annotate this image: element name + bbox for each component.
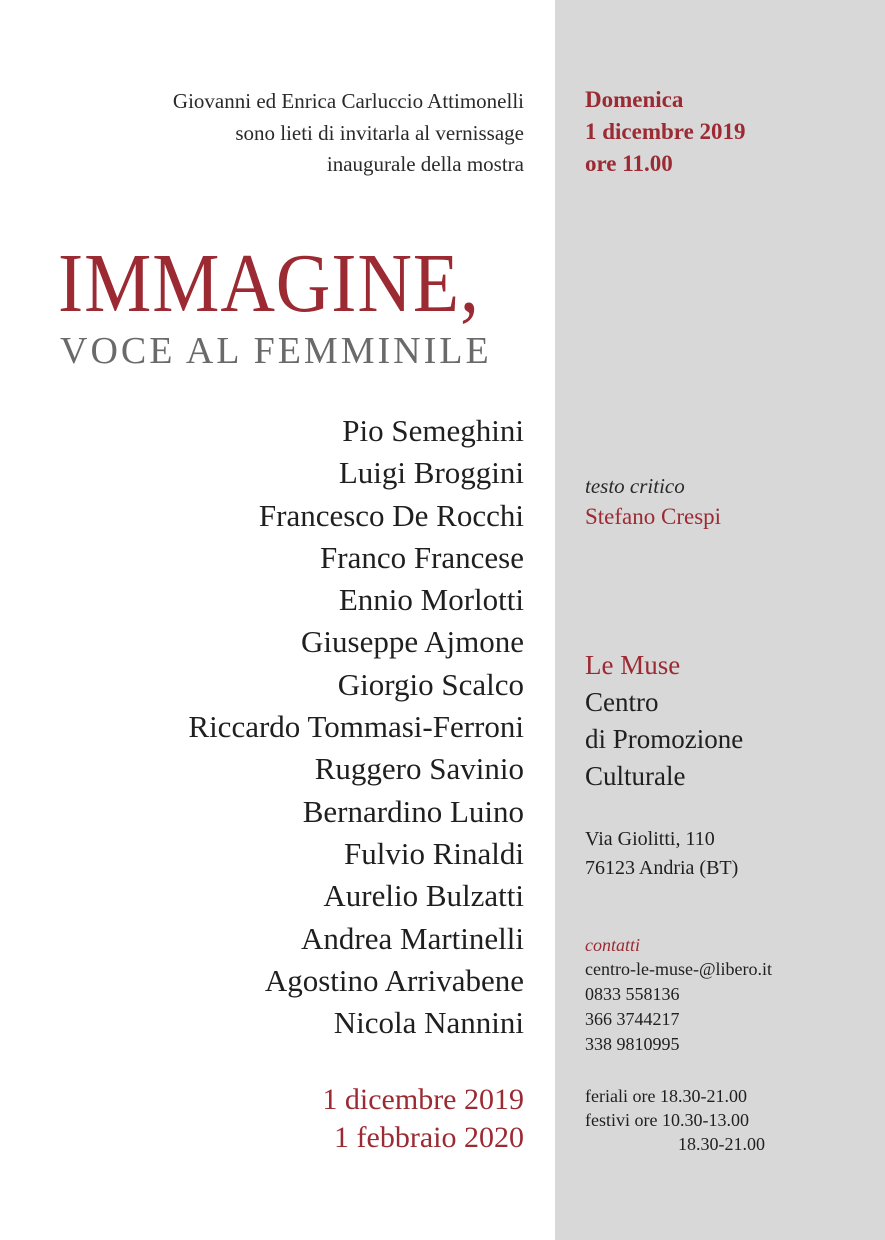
invitation-text xyxy=(173,86,524,181)
artist-name: Franco Francese xyxy=(320,539,524,575)
artist-name: Riccardo Tommasi-Ferroni xyxy=(188,709,524,745)
artist-name: Francesco De Rocchi xyxy=(258,497,524,533)
exhibition-subtitle: VOCE AL FEMMINILE xyxy=(60,330,492,372)
artist-name: Giuseppe Ajmone xyxy=(301,624,524,660)
artist-name: Giorgio Scalco xyxy=(337,666,524,702)
hours-holiday-evening: 18.30-21.00 xyxy=(678,1134,765,1154)
opening-hours xyxy=(585,1084,765,1156)
venue-block xyxy=(585,646,743,795)
venue-name: Le Muse xyxy=(585,650,681,680)
invitation-line: inaugurale della mostra xyxy=(326,152,524,176)
event-day: Domenica xyxy=(585,87,684,112)
contacts-block xyxy=(585,933,772,1057)
contact-phone[interactable]: 366 3744217 xyxy=(585,1009,680,1029)
invitation-line: Giovanni ed Enrica Carluccio Attimonelli xyxy=(172,89,524,113)
critic-block xyxy=(585,472,721,534)
venue-address xyxy=(585,825,738,883)
artist-list xyxy=(188,410,524,1044)
venue-desc-line: Centro xyxy=(585,687,659,717)
venue-desc-line: Culturale xyxy=(585,761,686,791)
artist-name: Pio Semeghini xyxy=(342,413,524,448)
invitation-line: sono lieti di invitarla al vernissage xyxy=(235,120,524,145)
artist-name: Ruggero Savinio xyxy=(314,751,524,787)
critic-name: Stefano Crespi xyxy=(585,504,722,529)
artist-name: Nicola Nannini xyxy=(333,1005,524,1041)
start-date: 1 dicembre 2019 xyxy=(322,1083,524,1116)
end-date: 1 febbraio 2020 xyxy=(334,1121,524,1154)
contacts-label: contatti xyxy=(585,935,640,955)
address-city: 76123 Andria (BT) xyxy=(585,857,739,879)
artist-name: Luigi Broggini xyxy=(338,455,524,491)
artist-name: Andrea Martinelli xyxy=(301,920,524,956)
hours-weekday: feriali ore 18.30-21.00 xyxy=(585,1086,747,1106)
venue-description xyxy=(585,684,743,795)
address-street: Via Giolitti, 110 xyxy=(585,828,715,850)
artist-name: Fulvio Rinaldi xyxy=(344,835,524,871)
artist-name: Ennio Morlotti xyxy=(338,582,524,618)
vernissage-info xyxy=(585,84,746,180)
contacts-list xyxy=(585,957,772,1057)
event-time: ore 11.00 xyxy=(585,151,673,176)
artist-name: Agostino Arrivabene xyxy=(264,962,524,998)
artist-name: Bernardino Luino xyxy=(302,793,524,829)
exhibition-title: IMMAGINE, xyxy=(58,237,480,330)
critic-label: testo critico xyxy=(585,474,685,498)
contact-email[interactable]: centro-le-muse-@libero.it xyxy=(585,959,773,979)
contact-phone[interactable]: 338 9810995 xyxy=(585,1034,680,1054)
artist-name: Aurelio Bulzatti xyxy=(323,878,524,914)
hours-holiday: festivi ore 10.30-13.00 xyxy=(585,1110,749,1130)
event-date: 1 dicembre 2019 xyxy=(585,119,746,144)
contact-phone[interactable]: 0833 558136 xyxy=(585,984,680,1004)
venue-desc-line: di Promozione xyxy=(585,724,744,754)
exhibition-dates xyxy=(322,1081,524,1157)
